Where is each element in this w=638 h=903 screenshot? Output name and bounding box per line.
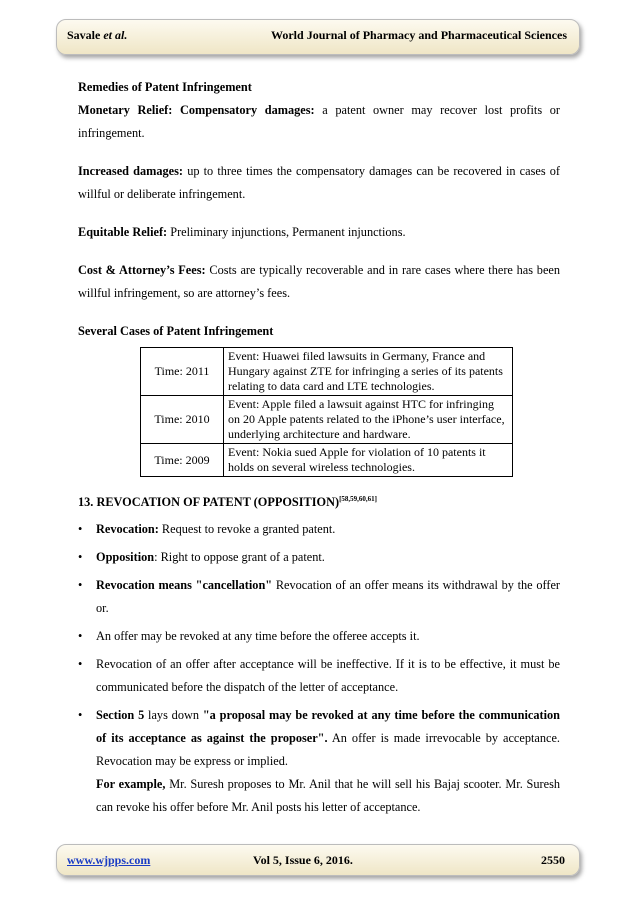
list-item: • Opposition: Right to oppose grant of a patent. [78,546,560,569]
journal-website-link[interactable]: www.wjpps.com [67,853,151,867]
cost-attorney-fees: Cost & Attorney’s Fees: Costs are typically recoverable and in rare cases where there has been willful infringement, so are attorney’s fees. [78,263,561,300]
cases-heading: Several Cases of Patent Infringement [78,324,274,338]
revocation-list [78,518,560,819]
section-13-title: 13. REVOCATION OF PATENT (OPPOSITION)[58,59,60,61] [78,495,378,510]
cases-table [140,347,513,477]
bullet-icon: • [78,578,83,593]
list-item: • Revocation: Request to revoke a granted patent. [78,518,560,541]
bullet-icon: • [78,629,83,644]
page-header [56,19,580,55]
bullet-icon: • [78,522,83,537]
volume-info: Vol 5, Issue 6, 2016. [253,853,353,867]
case-event: Event: Nokia sued Apple for violation of 10 patents it holds on several wireless technologies. [224,444,513,477]
increased-damages: Increased damages: up to three times the compensatory damages can be recovered in cases of willful or deliberate infringement. [78,164,560,201]
monetary-relief: Monetary Relief: Compensatory damages: a patent owner may recover lost profits or infringement. [78,103,560,140]
case-event: Event: Huawei filed lawsuits in Germany, France and Hungary against ZTE for infringing a series of its patents relating to data card and LTE technologies. [224,348,513,396]
equitable-relief: Equitable Relief: Preliminary injunctions, Permanent injunctions. [78,225,406,239]
page-number: 2550 [541,853,565,867]
case-time: Time: 2009 [141,444,224,477]
remedies-heading: Remedies of Patent Infringement [78,80,252,94]
bullet-icon: • [78,708,83,723]
article-body [78,76,560,819]
table-row [141,396,513,444]
table-row [141,348,513,396]
list-item: • Revocation of an offer after acceptance will be ineffective. If it is to be effective, it must be communicated before the dispatch of the letter of acceptance. [78,653,560,699]
header-author: Savale et al. [67,28,128,42]
case-time: Time: 2010 [141,396,224,444]
list-item: • Revocation means "cancellation" Revocation of an offer means its withdrawal by the offer or. [78,574,560,620]
list-item: • An offer may be revoked at any time before the offeree accepts it. [78,625,560,648]
section-refs: [58,59,60,61] [339,495,378,503]
bullet-icon: • [78,657,83,672]
bullet-icon: • [78,550,83,565]
page-footer [56,844,580,876]
table-row [141,444,513,477]
case-event: Event: Apple filed a lawsuit against HTC for infringing on 20 Apple patents related to the iPhone’s user interface, underlying architecture and hardware. [224,396,513,444]
list-item: • Section 5 lays down "a proposal may be revoked at any time before the communication of its acceptance as against the proposer". An offer is made irrevocable by acceptance. Revocation may be express or implied. For example, Mr. Suresh proposes to Mr. Anil that he will sell his Bajaj scooter. Mr. Suresh can revoke his offer before Mr. Anil posts his letter of acceptance. [78,704,560,819]
case-time: Time: 2011 [141,348,224,396]
header-journal: World Journal of Pharmacy and Pharmaceutical Sciences [271,28,567,42]
